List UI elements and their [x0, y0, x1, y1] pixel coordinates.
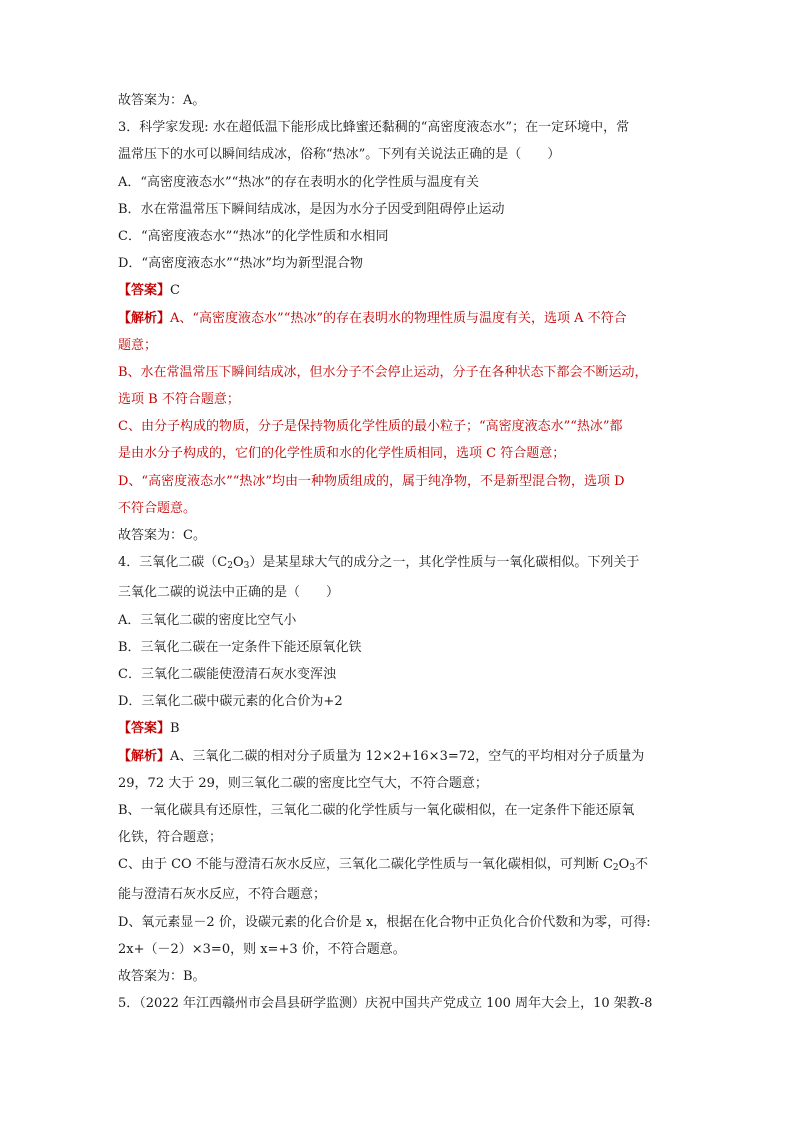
q5-stem-line-1: 5．（2022 年江西赣州市会昌县研学监测）庆祝中国共产党成立 100 周年大会上，10 架教-8	[118, 996, 653, 1012]
answer-tag: 【答案】	[118, 283, 171, 299]
q3-answer	[118, 282, 686, 300]
q4-analysis-line-2: 29，72 大于 29，则三氧化二碳的密度比空气大，不符合题意；	[118, 775, 488, 791]
q3-analysis-line-1	[118, 310, 686, 328]
q3-analysis-line-6: 是由水分子构成的，它们的化学性质和水的化学性质相同，选项 C 符合题意；	[118, 446, 566, 462]
q3-analysis-line-5: C、由分子构成的物质，分子是保持物质化学性质的最小粒子；“高密度液态水”“热冰”都	[118, 419, 623, 435]
q3-analysis-line-8: 不符合题意。	[118, 500, 197, 516]
q3-stem-line-1: 3．科学家发现: 水在超低温下能形成比蜂蜜还黏稠的“高密度液态水”；在一定环境中，常	[118, 120, 630, 136]
q4-option-c: C．三氧化二碳能使澄清石灰水变浑浊	[118, 666, 336, 682]
q3-option-c: C．“高密度液态水”“热冰”的化学性质和水相同	[118, 228, 389, 244]
q4-analysis-line-1	[118, 748, 686, 766]
q4-analysis-line-3: B、一氧化碳具有还原性，三氧化二碳的化学性质与一氧化碳相似，在一定条件下能还原氧	[118, 802, 635, 818]
q4-answer	[118, 720, 686, 738]
q4-analysis-line-6: 能与澄清石灰水反应，不符合题意；	[118, 887, 327, 903]
question-4	[118, 554, 686, 995]
q4-stem-text: O	[232, 555, 244, 571]
answer-tag: 【答案】	[118, 721, 171, 737]
q4-analysis-line-7: D、氧元素显－2 价，设碳元素的化合价是 x，根据在化合物中正负化合价代数和为零，可得:	[118, 914, 651, 930]
analysis-text: O	[618, 857, 630, 873]
document-page	[118, 92, 686, 1013]
q4-analysis-line-4: 化铁，符合题意；	[118, 830, 223, 846]
subscript: 3	[629, 863, 636, 874]
q3-analysis-line-3: B、水在常温常压下瞬间结成冰，但水分子不会停止运动，分子在各种状态下都会不断运动，	[118, 364, 648, 380]
answer-value: C	[170, 283, 180, 299]
subscript: 3	[243, 561, 250, 572]
q3-option-a: A．“高密度液态水”“热冰”的存在表明水的化学性质与温度有关	[118, 174, 479, 190]
subscript: 2	[612, 863, 619, 874]
question-3	[118, 119, 686, 554]
analysis-text: C、由于 CO 不能与澄清石灰水反应，三氧化二碳化学性质与一氧化碳相似，可判断 C	[118, 857, 613, 873]
q4-stem-text: ）是某星球大气的成分之一，其化学性质与一氧化碳相似。下列关于	[249, 555, 640, 571]
answer-value: B	[170, 721, 180, 737]
q3-analysis-line-7: D、“高密度液态水”“热冰”均由一种物质组成的，属于纯净物，不是新型混合物，选项 D	[118, 473, 625, 489]
analysis-tag: 【解析】	[118, 748, 171, 764]
q3-option-d: D．“高密度液态水”“热冰”均为新型混合物	[118, 256, 364, 272]
q4-option-d: D．三氧化二碳中碳元素的化合价为+2	[118, 694, 343, 710]
q4-stem-line-1	[118, 554, 686, 575]
q3-option-b: B．水在常温常压下瞬间结成冰，是因为水分子因受到阻碍停止运动	[118, 201, 505, 217]
analysis-tag: 【解析】	[118, 310, 171, 326]
analysis-text: A、三氧化二碳的相对分子质量为 12×2+16×3=72，空气的平均相对分子质量为	[170, 748, 645, 764]
q4-option-a: A．三氧化二碳的密度比空气小	[118, 612, 297, 628]
q2-final-answer: 故答案为：A。	[118, 93, 206, 108]
q4-analysis-line-5	[118, 856, 686, 877]
q3-analysis-line-2: 题意；	[118, 337, 158, 353]
q4-final-answer: 故答案为：B。	[118, 969, 206, 984]
q3-final-answer: 故答案为：C。	[118, 528, 206, 543]
q4-option-b: B．三氧化二碳在一定条件下能还原氧化铁	[118, 639, 362, 655]
q3-stem-line-2: 温常压下的水可以瞬间结成冰，俗称“热冰”。下列有关说法正确的是（ ）	[118, 147, 561, 163]
subscript: 2	[227, 561, 233, 572]
question-5	[118, 995, 686, 1013]
q4-stem-line-2: 三氧化二碳的说法中正确的是（ ）	[118, 585, 340, 601]
q3-analysis-line-4: 选项 B 不符合题意；	[118, 392, 240, 408]
analysis-text: A、“高密度液态水”“热冰”的存在表明水的物理性质与温度有关，选项 A 不符合	[170, 310, 627, 326]
q4-analysis-line-8: 2x+（－2）×3=0，则 x=+3 价，不符合题意。	[118, 941, 406, 957]
analysis-text: 不	[635, 857, 649, 873]
q4-stem-text: 4．三氧化二碳（C	[118, 555, 228, 571]
